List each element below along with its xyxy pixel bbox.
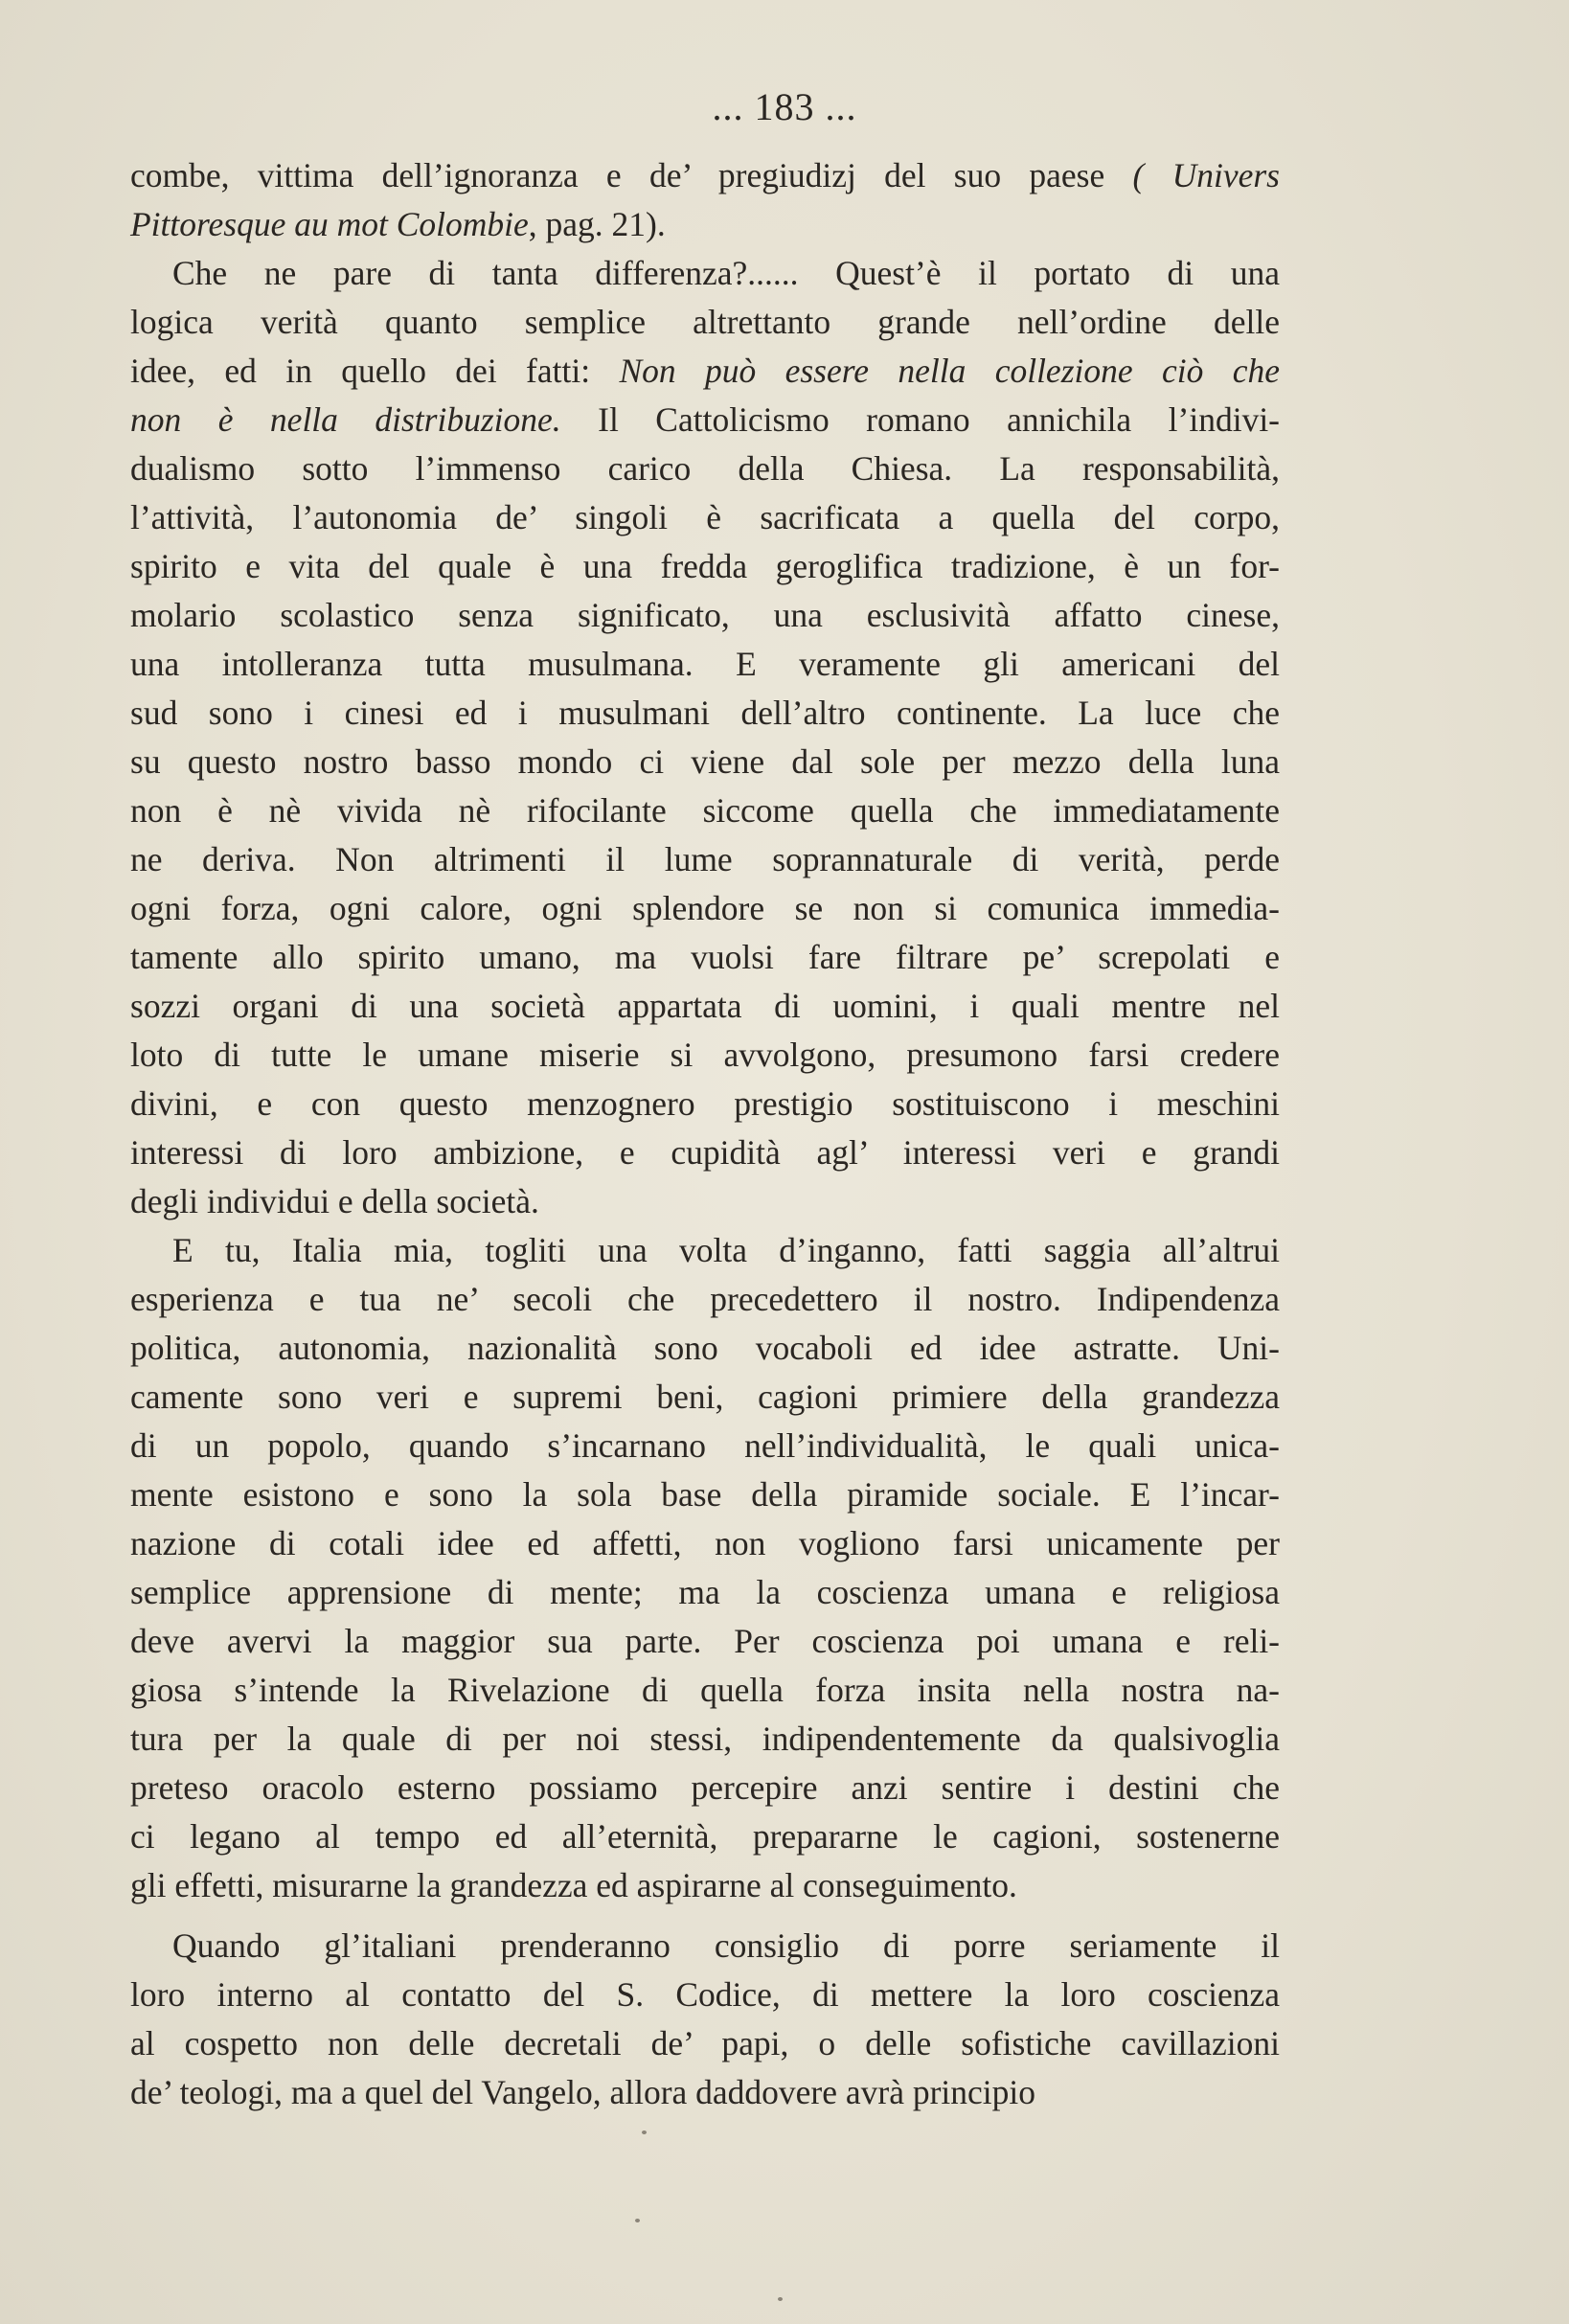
text-segment: logica verità quanto semplice altrettanto grande nell’ordine delle <box>130 303 1280 341</box>
text-segment: al cospetto non delle decretali de’ papi, o delle sofistiche cavillazioni <box>130 2024 1280 2062</box>
text-line <box>130 1128 1280 1177</box>
text-segment: l’attività, l’autonomia de’ singoli è sacrificata a quella del corpo, <box>130 498 1280 536</box>
paragraph <box>130 1922 1280 2117</box>
text-segment: deve avervi la maggior sua parte. Per coscienza poi umana e reli- <box>130 1622 1280 1660</box>
text-segment: politica, autonomia, nazionalità sono vocaboli ed idee astratte. Uni- <box>130 1329 1280 1367</box>
text-line <box>130 298 1280 347</box>
text-line <box>130 542 1280 591</box>
text-segment: tamente allo spirito umano, ma vuolsi fare filtrare pe’ screpolati e <box>130 938 1280 976</box>
text-segment: non è nè vivida nè rifocilante siccome quella che immediatamente <box>130 791 1280 830</box>
paragraph <box>130 151 1280 249</box>
text-line <box>130 1617 1280 1666</box>
text-line <box>130 444 1280 493</box>
text-line <box>130 493 1280 542</box>
text-segment: loro interno al contatto del S. Codice, di mettere la loro coscienza <box>130 1975 1280 2014</box>
text-line <box>130 347 1280 396</box>
text-segment: Il Cattolicismo romano annichila l’indivi- <box>560 400 1281 439</box>
text-segment: camente sono veri e supremi beni, cagioni primiere della grandezza <box>130 1378 1280 1416</box>
text-segment: degli individui e della società. <box>130 1182 539 1220</box>
text-line <box>130 1861 1280 1910</box>
text-segment: divini, e con questo menzognero prestigio sostituiscono i meschini <box>130 1084 1280 1123</box>
text-line <box>130 689 1280 738</box>
text-segment: mente esistono e sono la sola base della piramide sociale. E l’incar- <box>130 1475 1280 1514</box>
text-line <box>130 1812 1280 1861</box>
text-segment: idee, ed in quello dei fatti: <box>130 352 620 390</box>
text-segment: Quando gl’italiani prenderanno consiglio di porre seriamente il <box>172 1926 1280 1965</box>
text-segment: , pag. 21). <box>528 205 666 243</box>
text-segment: de’ teologi, ma a quel del Vangelo, allora daddovere avrà principio <box>130 2073 1035 2111</box>
italic-text: Non può essere nella collezione ciò che <box>619 352 1280 390</box>
text-line <box>130 1226 1280 1275</box>
text-line <box>130 1568 1280 1617</box>
text-line <box>130 1422 1280 1470</box>
text-line <box>130 1922 1280 1971</box>
text-line <box>130 1031 1280 1080</box>
text-segment: molario scolastico senza significato, una esclusività affatto cinese, <box>130 596 1280 634</box>
text-line <box>130 249 1280 298</box>
text-line <box>130 786 1280 835</box>
text-segment: di un popolo, quando s’incarnano nell’individualità, le quali unica- <box>130 1426 1280 1465</box>
text-line <box>130 1519 1280 1568</box>
text-line <box>130 1177 1280 1226</box>
text-line <box>130 200 1280 249</box>
text-line <box>130 1080 1280 1128</box>
text-line <box>130 1324 1280 1373</box>
text-segment: preteso oracolo esterno possiamo percepire anzi sentire i destini che <box>130 1768 1280 1807</box>
paragraph-gap <box>130 1910 1280 1922</box>
text-line <box>130 151 1280 200</box>
text-line <box>130 884 1280 933</box>
paper-speck <box>635 2219 640 2222</box>
paragraph <box>130 249 1280 1226</box>
text-segment: nazione di cotali idee ed affetti, non vogliono farsi unicamente per <box>130 1524 1280 1562</box>
italic-text: non è nella distribuzione. <box>130 400 561 439</box>
text-line <box>130 1764 1280 1812</box>
text-line <box>130 591 1280 640</box>
text-segment: sozzi organi di una società appartata di uomini, i quali mentre nel <box>130 987 1280 1025</box>
text-segment: una intolleranza tutta musulmana. E veramente gli americani del <box>130 645 1280 683</box>
text-segment: sud sono i cinesi ed i musulmani dell’altro continente. La luce che <box>130 694 1280 732</box>
paper-speck <box>778 2297 783 2301</box>
body-text <box>130 151 1280 2117</box>
text-segment: semplice apprensione di mente; ma la coscienza umana e religiosa <box>130 1573 1280 1611</box>
paragraph <box>130 1226 1280 1910</box>
text-segment: loto di tutte le umane miserie si avvolgono, presumono farsi credere <box>130 1036 1280 1074</box>
text-segment: esperienza e tua ne’ secoli che precedettero il nostro. Indipendenza <box>130 1280 1280 1318</box>
text-line <box>130 1470 1280 1519</box>
text-segment: ne deriva. Non altrimenti il lume soprannaturale di verità, perde <box>130 840 1280 878</box>
text-line <box>130 835 1280 884</box>
text-line <box>130 1275 1280 1324</box>
text-line <box>130 2019 1280 2068</box>
text-segment: ogni forza, ogni calore, ogni splendore se non si comunica immedia- <box>130 889 1280 927</box>
page-number: ... 183 ... <box>712 85 857 128</box>
text-line <box>130 1373 1280 1422</box>
text-line <box>130 1971 1280 2019</box>
text-line <box>130 1715 1280 1764</box>
text-line <box>130 2068 1280 2117</box>
text-segment: dualismo sotto l’immenso carico della Chiesa. La responsabilità, <box>130 449 1280 488</box>
text-line <box>130 982 1280 1031</box>
text-line <box>130 933 1280 982</box>
text-segment: E tu, Italia mia, togliti una volta d’inganno, fatti saggia all’altrui <box>172 1231 1280 1269</box>
text-segment: su questo nostro basso mondo ci viene dal sole per mezzo della luna <box>130 742 1280 781</box>
text-segment: tura per la quale di per noi stessi, indipendentemente da qualsivoglia <box>130 1720 1280 1758</box>
text-line <box>130 1666 1280 1715</box>
text-segment: spirito e vita del quale è una fredda geroglifica tradizione, è un for- <box>130 547 1280 585</box>
text-segment: interessi di loro ambizione, e cupidità agl’ interessi veri e grandi <box>130 1133 1280 1172</box>
text-line <box>130 738 1280 786</box>
paper-speck <box>642 2130 647 2134</box>
text-segment: ci legano al tempo ed all’eternità, prepararne le cagioni, sostenerne <box>130 1817 1280 1856</box>
text-segment: gli effetti, misurarne la grandezza ed aspirarne al conseguimento. <box>130 1866 1017 1904</box>
text-segment: Che ne pare di tanta differenza?...... Quest’è il portato di una <box>172 254 1280 292</box>
text-segment: combe, vittima dell’ignoranza e de’ pregiudizj del suo paese <box>130 156 1133 194</box>
text-line <box>130 640 1280 689</box>
italic-text: Pittoresque au mot Colombie <box>130 205 529 243</box>
italic-text: ( Univers <box>1132 156 1280 194</box>
text-line <box>130 396 1280 444</box>
text-segment: giosa s’intende la Rivelazione di quella forza insita nella nostra na- <box>130 1671 1280 1709</box>
